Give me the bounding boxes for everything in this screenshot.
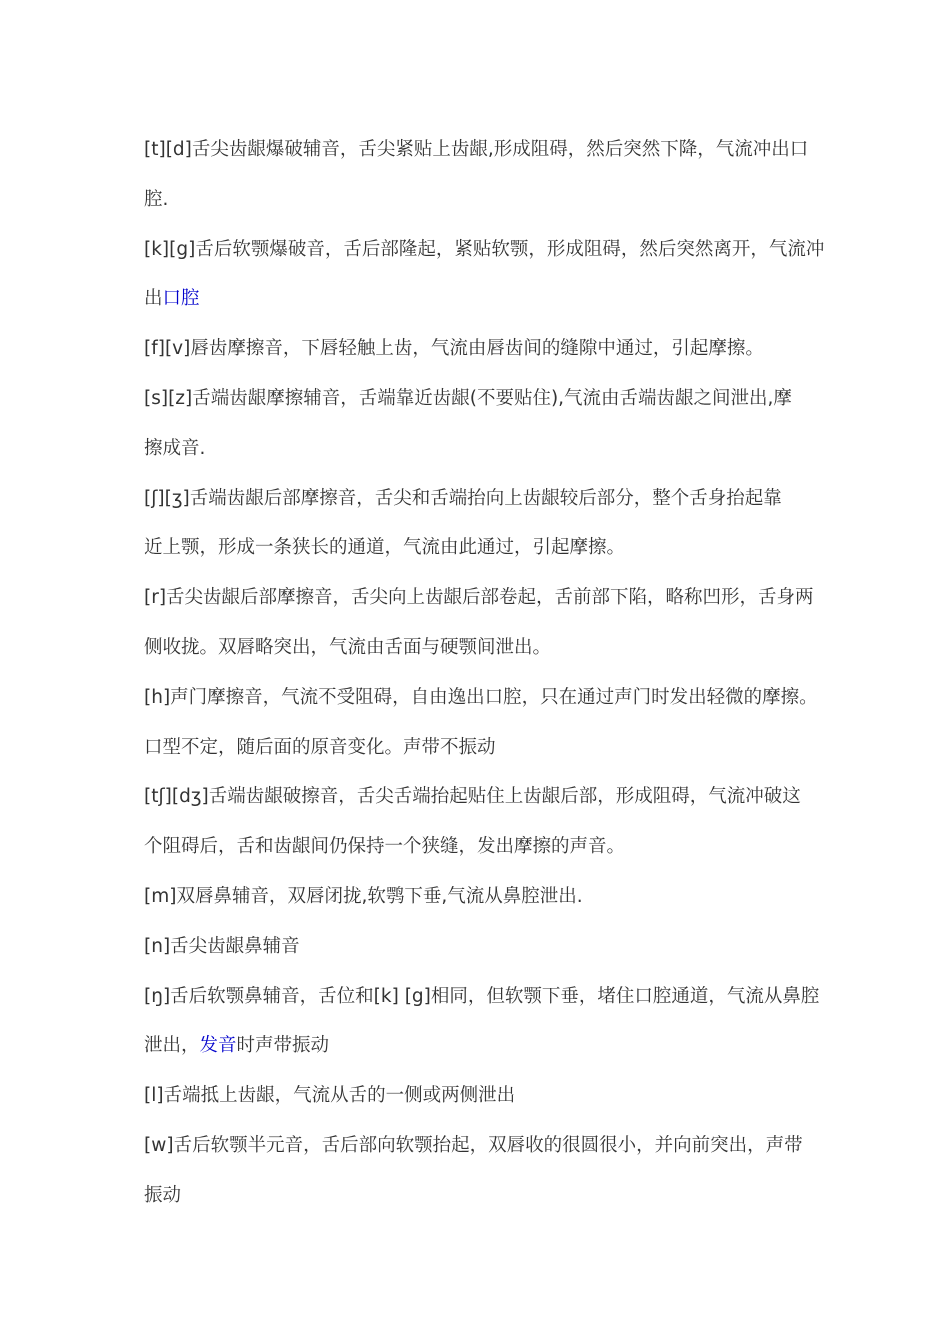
text-segment: 出	[144, 288, 163, 310]
link-kouqiang[interactable]: 口腔	[162, 288, 200, 310]
text-segment: 时声带振动	[236, 1035, 330, 1057]
text-line: [m]双唇鼻辅音，双唇闭拢,软鹗下垂,气流从鼻腔泄出.	[144, 885, 583, 907]
text-line: 擦成音.	[144, 437, 206, 459]
text-line: [k][g]舌后软颚爆破音，舌后部隆起，紧贴软颚，形成阻碍，然后突然离开，气流冲	[144, 238, 825, 260]
text-line: 侧收拢。双唇略突出，气流由舌面与硬颚间泄出。	[144, 636, 552, 658]
text-line: [l]舌端抵上齿龈，气流从舌的一侧或两侧泄出	[144, 1085, 516, 1107]
document-body	[144, 125, 834, 1221]
text-segment: 泄出，	[144, 1035, 200, 1057]
text-line: 腔.	[144, 188, 169, 210]
text-line: 近上颚，形成一条狭长的通道，气流由此通过，引起摩擦。	[144, 537, 626, 559]
text-line: [n]舌尖齿龈鼻辅音	[144, 935, 300, 957]
text-line: [r]舌尖齿龈后部摩擦音，舌尖向上齿龈后部卷起，舌前部下陷，略称凹形，舌身两	[144, 587, 814, 609]
text-line: 振动	[144, 1184, 182, 1206]
text-line: [w]舌后软颚半元音，舌后部向软颚抬起，双唇收的很圆很小，并向前突出，声带	[144, 1134, 803, 1156]
text-line: [s][z]舌端齿龈摩擦辅音，舌端靠近齿龈(不要贴住),气流由舌端齿龈之间泄出,摩	[144, 387, 792, 409]
text-line: [ʃ][ʒ]舌端齿龈后部摩擦音，舌尖和舌端抬向上齿龈较后部分，整个舌身抬起靠	[144, 487, 782, 509]
text-line: [tʃ][dʒ]舌端齿龈破擦音，舌尖舌端抬起贴住上齿龈后部，形成阻碍，气流冲破这	[144, 786, 801, 808]
text-line: [f][v]唇齿摩擦音，下唇轻触上齿，气流由唇齿间的缝隙中通过，引起摩擦。	[144, 338, 764, 360]
link-fayin[interactable]: 发音	[199, 1035, 237, 1057]
text-line: [t][d]舌尖齿龈爆破辅音，舌尖紧贴上齿龈,形成阻碍，然后突然下降，气流冲出口	[144, 139, 809, 160]
text-line: 个阻碍后，舌和齿龈间仍保持一个狭缝，发出摩擦的声音。	[144, 836, 626, 858]
text-line: [h]声门摩擦音，气流不受阻碍，自由逸出口腔，只在通过声门时发出轻微的摩擦。	[144, 686, 818, 708]
text-line	[144, 274, 834, 324]
text-line: [ŋ]舌后软颚鼻辅音，舌位和[k] [g]相同，但软颚下垂，堵住口腔通道，气流从鼻腔	[144, 985, 820, 1007]
text-line	[144, 1021, 834, 1071]
text-line: 口型不定，随后面的原音变化。声带不振动	[144, 736, 496, 758]
